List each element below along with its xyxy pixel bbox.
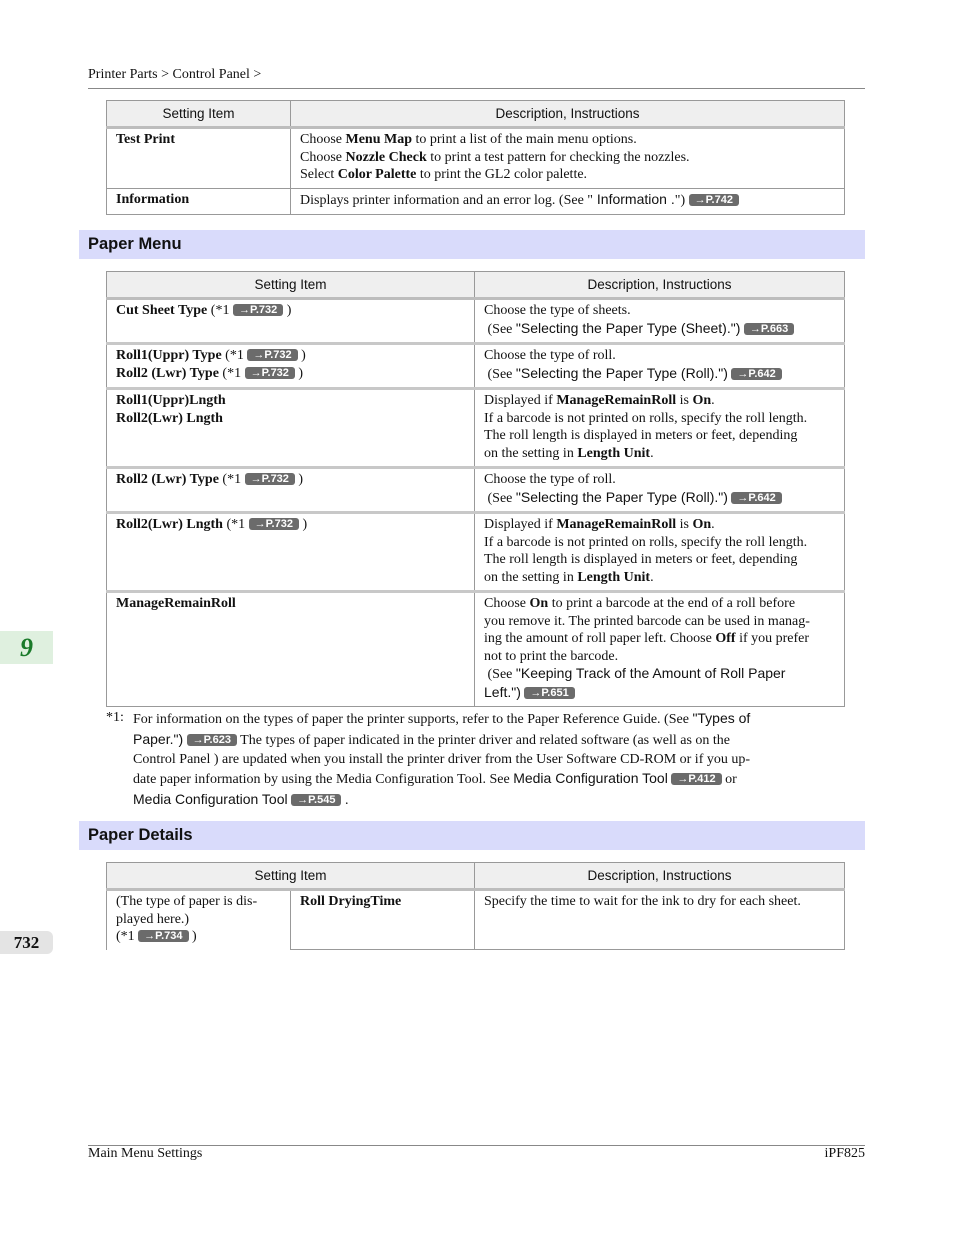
page-ref-link[interactable]: →P.663	[744, 323, 794, 335]
page-ref-link[interactable]: →P.623	[187, 734, 237, 746]
paper-menu-table	[106, 271, 845, 707]
page-ref-link[interactable]: →P.732	[249, 518, 299, 530]
cross-ref-link[interactable]: "Keeping Track of the Amount of Roll Paper	[515, 665, 786, 681]
col-header-setting-item: Setting Item	[107, 863, 475, 890]
page-ref-link[interactable]: →P.742	[689, 194, 739, 206]
page-ref-link[interactable]: →P.732	[245, 473, 295, 485]
footer-right-text: iPF825	[824, 1146, 865, 1161]
chapter-tab: 9	[0, 631, 53, 664]
cross-ref-link[interactable]: Paper.")	[133, 730, 184, 747]
table-row: Roll2(Lwr) Lngth (*1 →P.732 ) Displayed if ManageRemainRoll is On. If a barcode is not printed on rolls, specify the roll length. The roll length is displayed in meters or feet, depending on the setting in Length Unit.	[107, 513, 845, 592]
setting-item-name: Test Print	[116, 132, 175, 147]
page-ref-link[interactable]: →P.732	[247, 349, 297, 361]
table-row: Roll1(Uppr) Type (*1 →P.732 ) Roll2 (Lwr) Type (*1 →P.732 ) Choose the type of roll. (See "Selecting the Paper Type (Roll).") →P.642	[107, 344, 845, 389]
cross-ref-link[interactable]: "Selecting the Paper Type (Roll).")	[515, 364, 728, 381]
media-config-tool-link[interactable]: Media Configuration Tool	[133, 791, 288, 808]
page-ref-link[interactable]: →P.412	[671, 773, 721, 785]
page-ref-link[interactable]: →P.642	[731, 368, 781, 380]
footnote-mark: *1:	[106, 710, 124, 725]
setting-item-name: Roll DryingTime	[300, 894, 402, 909]
footer-left-text: Main Menu Settings	[88, 1146, 203, 1161]
page-ref-link[interactable]: →P.642	[731, 492, 781, 504]
media-config-tool-link[interactable]: Media Configuration Tool	[513, 770, 668, 787]
table-row: Information Displays printer information and an error log. (See " Information .") →P.742	[107, 188, 845, 214]
setting-item-name: Information	[116, 191, 190, 207]
header-rule	[88, 88, 865, 89]
cross-ref-link[interactable]: "Selecting the Paper Type (Sheet).")	[515, 319, 741, 336]
table-row: Roll1(Uppr)Lngth Roll2(Lwr) Lngth Displayed if ManageRemainRoll is On. If a barcode is not printed on rolls, specify the roll length. The roll length is displayed in meters or feet, depending on the setting in Length Unit.	[107, 389, 845, 468]
col-header-setting-item: Setting Item	[107, 272, 475, 299]
section-heading-paper-menu: Paper Menu	[79, 230, 865, 259]
cross-ref-link[interactable]: Left.")	[484, 683, 521, 700]
table-row: Roll2 (Lwr) Type (*1 →P.732 ) Choose the type of roll. (See "Selecting the Paper Type (Roll).") →P.642	[107, 468, 845, 513]
footer-rule	[88, 1145, 865, 1146]
col-header-description: Description, Instructions	[475, 863, 845, 890]
page-ref-link[interactable]: →P.732	[233, 304, 283, 316]
information-link[interactable]: Information .	[593, 190, 675, 207]
paper-details-table	[106, 862, 845, 950]
table-row: ManageRemainRoll Choose On to print a barcode at the end of a roll before you remove it. The printed barcode can be used in manag- ing the amount of roll paper left. Choose Off if you prefer not to print the barcode. (See "Keeping Track of the Amount of Roll Paper Left.") →P.651	[107, 592, 845, 707]
cross-ref-link[interactable]: "Types of	[692, 710, 751, 726]
cross-ref-link[interactable]: "Selecting the Paper Type (Roll).")	[515, 488, 728, 505]
page-ref-link[interactable]: →P.734	[138, 930, 188, 942]
page-ref-link[interactable]: →P.545	[291, 794, 341, 806]
table-row: Cut Sheet Type (*1 →P.732 ) Choose the type of sheets. (See "Selecting the Paper Type (Sheet).") →P.663	[107, 299, 845, 344]
table-row: Test Print Choose Menu Map to print a list of the main menu options. Choose Nozzle Check to print a test pattern for checking the nozzles. Select Color Palette to print the GL2 color palette.	[107, 128, 845, 189]
page-ref-link[interactable]: →P.732	[245, 367, 295, 379]
col-header-description: Description, Instructions	[291, 101, 845, 128]
page-number: 732	[0, 931, 53, 954]
breadcrumb: Printer Parts > Control Panel >	[88, 67, 262, 82]
table-row: (The type of paper is dis- played here.) (*1 →P.734 ) Roll DryingTime Specify the time to wait for the ink to dry for each sheet.	[107, 890, 845, 950]
col-header-description: Description, Instructions	[475, 272, 845, 299]
page-ref-link[interactable]: →P.651	[524, 687, 574, 699]
test-print-table	[106, 100, 845, 215]
section-heading-paper-details: Paper Details	[79, 821, 865, 850]
col-header-setting-item: Setting Item	[107, 101, 291, 128]
footnote: *1: For information on the types of paper the printer supports, refer to the Paper Reference Guide. (See "Types of Paper.") →P.623 The types of paper indicated in the printer driver and related software (as well as on the Control Panel ) are updated when you install the printer driver from the User Software CD-ROM or if you up- date paper information by using the Media Configuration Tool. See Media Configuration Tool →P.412 or Media Configuration Tool →P.545 .	[106, 710, 751, 809]
